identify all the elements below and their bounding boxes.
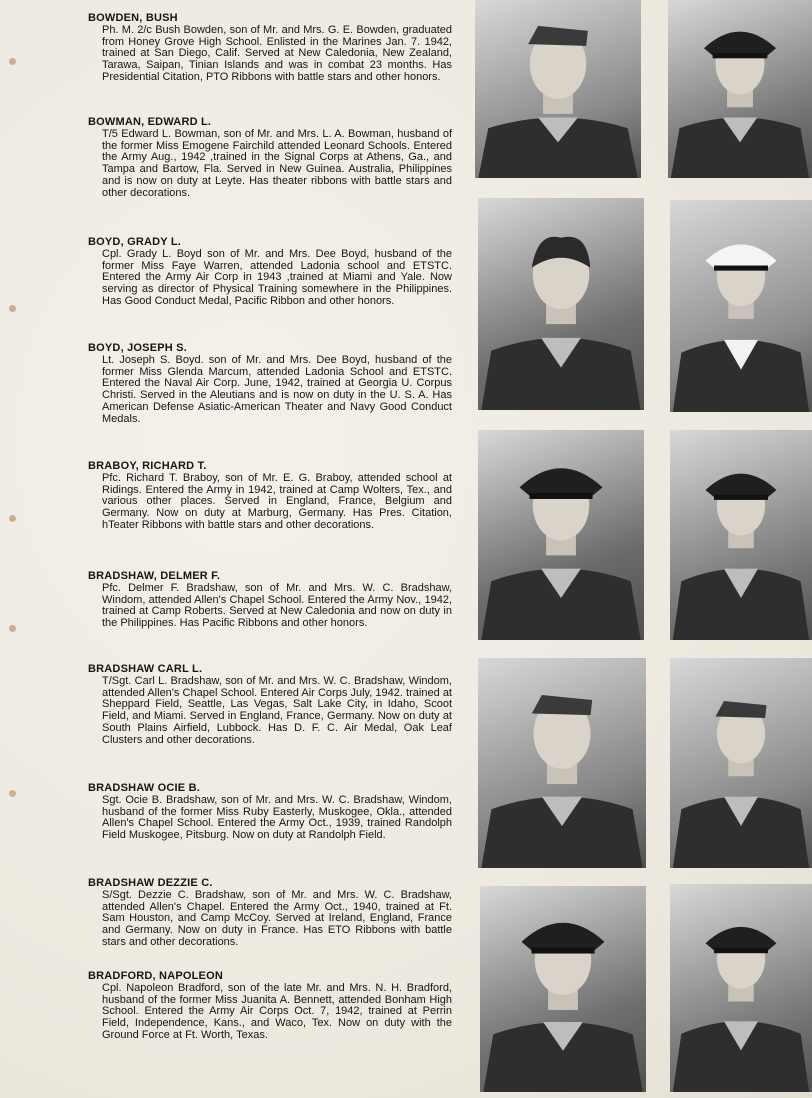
entry-name: BRADSHAW CARL L. <box>88 663 203 675</box>
portrait-silhouette <box>480 886 646 1092</box>
entry-bio: T/5 Edward L. Bowman, son of Mr. and Mrs. L. A. Bowman, husband of the former Miss Emogene Fairchild attended Leonard Schools. Entered the Army Aug., 1942 ,trained in the Signal Corps at Athens, Ga., and Tampa and Bartow, Fla. Served in New Guinea. Australia, Philippines and is now on duty at Leyte. Has theater ribbons with battle stars and other decorations. <box>102 128 452 199</box>
portrait-photo-bradford <box>670 884 812 1092</box>
cap-brim-shape <box>531 948 594 954</box>
portrait-photo-dezzie-bradshaw <box>480 886 646 1092</box>
cap-shape <box>704 32 776 56</box>
cap-shape <box>532 695 592 715</box>
portrait-silhouette <box>478 198 644 410</box>
punch-hole <box>9 625 16 632</box>
portrait-photo-bowden <box>475 0 641 178</box>
portrait-photo-joseph-boyd <box>670 200 812 412</box>
entry-bio: Pfc. Richard T. Braboy, son of Mr. E. G. Braboy, attended school at Ridings. Entered the Army in 1942, trained at Camp Wolters, Tex., and various other places. Served in England, France, Belgium and Germany. Now on duty at Marburg, Germany. Has Pres. Citation, hTeater Ribbons with battle stars and other decorations. <box>102 472 452 531</box>
entry-name: BOYD, JOSEPH S. <box>88 342 187 354</box>
punch-hole <box>9 58 16 65</box>
entry-name: BOWDEN, BUSH <box>88 12 178 24</box>
portrait-silhouette <box>668 0 812 178</box>
punch-hole <box>9 790 16 797</box>
portrait-silhouette <box>478 430 644 640</box>
entry-bio: Sgt. Ocie B. Bradshaw, son of Mr. and Mrs. W. C. Bradshaw, Windom, husband of the former Miss Ruby Easterly, Muskogee, Okla., attended Allen's Chapel School. Entered the Army Oct., 1939, trained Randolph Field Muskogee, Pitsburg. Now on duty at Randolph Field. <box>102 794 452 842</box>
cap-shape <box>528 26 588 46</box>
cap-brim-shape <box>713 53 768 58</box>
entry-bio: T/Sgt. Carl L. Bradshaw, son of Mr. and Mrs. W. C. Bradshaw, Windom, attended Allen's Chapel School. Entered Air Corps July, 1942. trained at Sheppard Field, Seattle, Las Vegas, Salt Lake City, in Idaho, Scoot Field, and Miami. Served in England, France, Germany. Now on duty at South Plains Airfield, Lubbock. Has D. F. C. Air Medal, Oak Leaf Clusters and other decorations. <box>102 675 452 746</box>
portrait-photo-bowman <box>668 0 812 178</box>
entry-bowman <box>88 116 452 199</box>
portrait-photo-ocie-bradshaw <box>670 658 812 868</box>
cap-brim-shape <box>529 493 592 499</box>
entry-name: BRADSHAW DEZZIE C. <box>88 877 213 889</box>
punch-hole <box>9 305 16 312</box>
cap-shape <box>522 923 605 950</box>
cap-shape <box>715 701 766 718</box>
entry-dezzie-bradshaw <box>88 877 452 949</box>
portrait-silhouette <box>670 884 812 1092</box>
entry-name: BRABOY, RICHARD T. <box>88 460 207 472</box>
entry-carl-bradshaw <box>88 663 452 746</box>
entry-braboy <box>88 460 452 532</box>
entry-name: BRADSHAW, DELMER F. <box>88 570 221 582</box>
portrait-photo-delmer-bradshaw <box>670 430 812 640</box>
entry-bradford <box>88 970 452 1042</box>
entry-bio: Ph. M. 2/c Bush Bowden, son of Mr. and Mrs. G. E. Bowden, graduated from Honey Grove High School. Enlisted in the Marines Jan. 7. 1942, trained at San Diego, Calif. Served at New Caledonia, New Zealand, Tarawa, Saipan, Tinian Islands and was in combat 23 months. Has Presidential Citation, PTO Ribbons with battle stars and other honors. <box>102 24 452 83</box>
entry-bowden <box>88 12 452 84</box>
portrait-silhouette <box>475 0 641 178</box>
cap-shape <box>706 927 777 950</box>
cap-brim-shape <box>714 495 768 500</box>
cap-brim-shape <box>714 266 768 271</box>
entry-name: BRADFORD, NAPOLEON <box>88 970 223 982</box>
portrait-silhouette <box>670 658 812 868</box>
entry-delmer-bradshaw <box>88 570 452 630</box>
portrait-silhouette <box>478 658 646 868</box>
portrait-photo-grady-boyd <box>478 198 644 410</box>
portrait-photo-braboy <box>478 430 644 640</box>
entry-grady-boyd <box>88 236 452 308</box>
cap-shape <box>706 244 777 267</box>
entry-ocie-bradshaw <box>88 782 452 842</box>
entry-bio: S/Sgt. Dezzie C. Bradshaw, son of Mr. and Mrs. W. C. Bradshaw, attended Allen's Chapel. Entered the Army Oct., 1940, trained at Ft. Sam Houston, and Camp McCoy. Served at Ireland, England, France and Germany. Now on duty in France. Has ETO Ribbons with battle stars and other decorations. <box>102 889 452 948</box>
cap-shape <box>706 474 777 497</box>
entry-name: BOYD, GRADY L. <box>88 236 182 248</box>
entry-name: BOWMAN, EDWARD L. <box>88 116 212 128</box>
portrait-silhouette <box>670 430 812 640</box>
entry-bio: Cpl. Napoleon Bradford, son of the late Mr. and Mrs. N. H. Bradford, husband of the former Miss Juanita A. Bennett, attended Bonham High School. Entered the Army Air Corps Oct. 7, 1942, trained at Perrin Field, Independence, Kans., and Waco, Tex. Now on duty with the Ground Force at Ft. Worth, Texas. <box>102 982 452 1041</box>
punch-hole <box>9 515 16 522</box>
portrait-silhouette <box>670 200 812 412</box>
portrait-photo-carl-bradshaw <box>478 658 646 868</box>
entry-joseph-boyd <box>88 342 452 425</box>
cap-shape <box>520 468 603 495</box>
cap-brim-shape <box>714 948 768 953</box>
entry-bio: Cpl. Grady L. Boyd son of Mr. and Mrs. Dee Boyd, husband of the former Miss Faye Warren, attended Ladonia school and ETSTC. Entered the Army Air Corp in 1943 ,trained at Miami and Yale. Now serving as director of Physical Training somewhere in the Philippines. Has Good Conduct Medal, Pacific Ribbon and other honors. <box>102 248 452 307</box>
entry-bio: Lt. Joseph S. Boyd. son of Mr. and Mrs. Dee Boyd, husband of the former Miss Glenda Marcum, attended Ladonia School and ETSTC. Entered the Naval Air Corp. June, 1942, trained at Georgia U. Corpus Christi. Served in the Aleutians and is now on duty in the U. S. A. Has American Defense Asiatic-American Theater and Navy Good Conduct Medals. <box>102 354 452 425</box>
entry-bio: Pfc. Delmer F. Bradshaw, son of Mr. and Mrs. W. C. Bradshaw, Windom, attended Allen's Chapel School. Entered the Army Nov., 1942, trained at Camp Roberts. Served at New Caledonia and now on duty in the Philippines. Has Pacific Ribbons and other honors. <box>102 582 452 630</box>
entry-name: BRADSHAW OCIE B. <box>88 782 200 794</box>
